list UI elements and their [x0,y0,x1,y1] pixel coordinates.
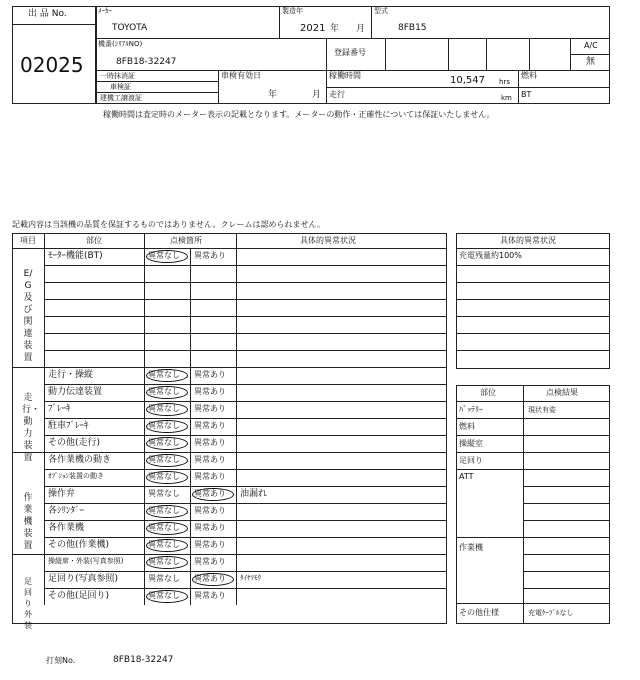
check-normal: 異常なし [148,421,180,430]
group-work-label: 作業機装置 [23,493,33,551]
check-normal: 異常なし [148,506,180,515]
table-row [0,588,450,605]
selected-check-circle [146,420,188,433]
check-normal: 異常なし [148,370,180,379]
check-normal: 異常なし [148,523,180,532]
check-abnormal: 異常あり [194,421,226,430]
table-row [0,503,450,520]
table-row [0,282,450,299]
check-normal: 異常なし [148,540,180,549]
result-battery-value: 現状有姿 [528,406,556,414]
month-unit: 月 [356,24,366,34]
check-normal: 異常なし [148,591,180,600]
check-abnormal: 異常あり [194,523,226,532]
selected-check-circle [146,386,188,399]
row-part: ﾌﾞﾚｰｷ [48,404,71,414]
hours-value: 10,547 [450,75,485,86]
model-label: 型式 [374,7,388,15]
check-abnormal: 異常あり [194,404,226,413]
check-normal: 異常なし [148,455,180,464]
table-row [0,350,450,367]
result-fuel: 燃料 [459,422,475,431]
table-row [0,554,450,571]
selected-check-circle [146,471,188,484]
row-part: 動力伝達装置 [48,387,103,397]
row-part: その他(走行) [48,438,101,448]
result-legs: 足回り [459,456,483,465]
selected-check-circle [146,556,188,569]
table-row [0,367,450,384]
result-cockpit: 操縦室 [459,439,483,448]
fuel-value: BT [521,90,532,99]
header-part: 部位 [86,236,102,245]
registration-label: 登録番号 [334,48,366,57]
check-normal: 異常なし [148,251,180,260]
stamp-number-label: 打刻No. [46,656,76,665]
maker-label: ﾒｰｶｰ [98,7,112,15]
stamp-number-value: 8FB18-32247 [113,655,174,665]
row-part: その他(足回り) [48,591,110,601]
header-check: 点検箇所 [170,236,202,245]
year-label: 製造年 [282,7,303,15]
table-row [0,265,450,282]
check-abnormal: 異常あり [194,540,226,549]
result-att: ATT [459,472,474,481]
serial-label: 機番(ｼﾘｱﾙNO) [98,40,143,48]
group-drive-label: 走行・動力装置 [22,393,41,463]
table-row [0,384,450,401]
maker-value: TOYOTA [112,23,148,33]
selected-check-circle [146,437,188,450]
row-part: その他(作業機) [48,540,110,550]
serial-value: 8FB18-32247 [116,57,177,67]
group-engine-label: E/G及び関連装置 [23,269,33,363]
table-row [0,435,450,452]
inspection-date-label: 車検有効日 [221,71,261,80]
table-row [0,486,450,503]
row-part: 各作業機の動き [48,455,112,465]
table-row [0,452,450,469]
check-abnormal: 異常あり [194,387,226,396]
check-abnormal: 異常あり [194,438,226,447]
check-abnormal: 異常あり [194,370,226,379]
selected-check-circle [146,454,188,467]
km-label: 走行 [329,90,345,99]
cert-temporary-label: 一時抹消証 [100,72,135,80]
right-detail-header: 具体的異常状況 [500,236,556,245]
row-part: 走行・操縦 [48,370,94,380]
row-part: 各作業機 [48,523,85,533]
selected-check-circle [146,522,188,535]
result-work: 作業機 [459,543,483,552]
result-header-result: 点検結果 [546,388,578,397]
selected-check-circle [146,369,188,382]
result-header-part: 部位 [480,388,496,397]
check-normal: 異常なし [148,489,180,498]
result-battery: ﾊﾞｯﾃﾘｰ [459,405,483,414]
selected-check-circle [146,250,188,263]
selected-check-circle [146,505,188,518]
selected-check-circle [192,573,234,586]
table-row [0,520,450,537]
group-undercarriage-label: 足回り外装 [24,577,32,630]
result-other-value: 充電ｹｰﾌﾞﾙなし [528,609,574,617]
row-part: 足回り(写真参照) [48,574,119,584]
selected-check-circle [146,590,188,603]
selected-check-circle [192,488,234,501]
model-value: 8FB15 [398,23,427,33]
hours-unit: hrs [499,78,510,86]
table-row [0,418,450,435]
row-detail: ﾀｲﾔﾏﾓｳ [240,574,261,582]
fuel-label: 燃料 [521,71,537,80]
row-part: ｵﾌﾟｼｮﾝ装置の動き [48,472,104,480]
table-row [0,333,450,350]
check-normal: 異常なし [148,557,180,566]
row-part: 駐車ﾌﾞﾚｰｷ [48,421,89,431]
km-unit: km [501,94,512,102]
table-row [0,299,450,316]
row-part: 操縦席・外装(写真参照) [48,557,124,565]
year-value: 2021 [300,23,326,34]
table-row [0,469,450,486]
result-other: その他仕様 [459,608,499,617]
table-row [0,248,450,265]
selected-check-circle [146,403,188,416]
year-unit: 年 [330,24,340,34]
check-normal: 異常なし [148,574,180,583]
selected-check-circle [146,539,188,552]
table-row [0,316,450,333]
table-row [0,571,450,588]
lot-number-label: 出 品 No. [28,9,67,19]
check-abnormal: 異常あり [194,574,226,583]
table-row [0,401,450,418]
row-part: 各ｼﾘﾝﾀﾞｰ [48,506,85,516]
row-detail: 油漏れ [240,489,268,499]
check-normal: 異常なし [148,472,180,481]
table-row [0,537,450,554]
inspection-year-unit: 年 [268,90,278,100]
ac-label: A/C [584,41,598,50]
check-abnormal: 異常あり [194,591,226,600]
abnormal-detail-item: 充電残量約100% [459,251,522,260]
quality-disclaimer: 記載内容は当該機の品質を保証するものではありません。クレームは認められません。 [12,220,325,229]
header-item: 項目 [20,236,36,245]
check-abnormal: 異常あり [194,472,226,481]
check-normal: 異常なし [148,387,180,396]
check-abnormal: 異常あり [194,455,226,464]
check-normal: 異常なし [148,404,180,413]
hours-disclaimer: 稼働時間は査定時のメーター表示の記載となります。メーターの動作・正確性については保証いたしません。 [103,110,495,119]
lot-number: 02025 [20,53,84,77]
check-normal: 異常なし [148,438,180,447]
ac-value: 無 [586,57,596,67]
check-abnormal: 異常あり [194,506,226,515]
header-detail: 具体的異常状況 [300,236,356,245]
check-abnormal: 異常あり [194,557,226,566]
check-abnormal: 異常あり [194,489,226,498]
row-part: 操作弁 [48,489,76,499]
row-part: ﾓｰﾀｰ機能(BT) [48,251,103,261]
hours-label: 稼働時間 [329,71,361,80]
inspection-month-unit: 月 [312,90,322,100]
cert-transfer-label: 建機工譲渡証 [100,94,142,102]
cert-inspection-label: 車検証 [110,83,131,91]
check-abnormal: 異常あり [194,251,226,260]
